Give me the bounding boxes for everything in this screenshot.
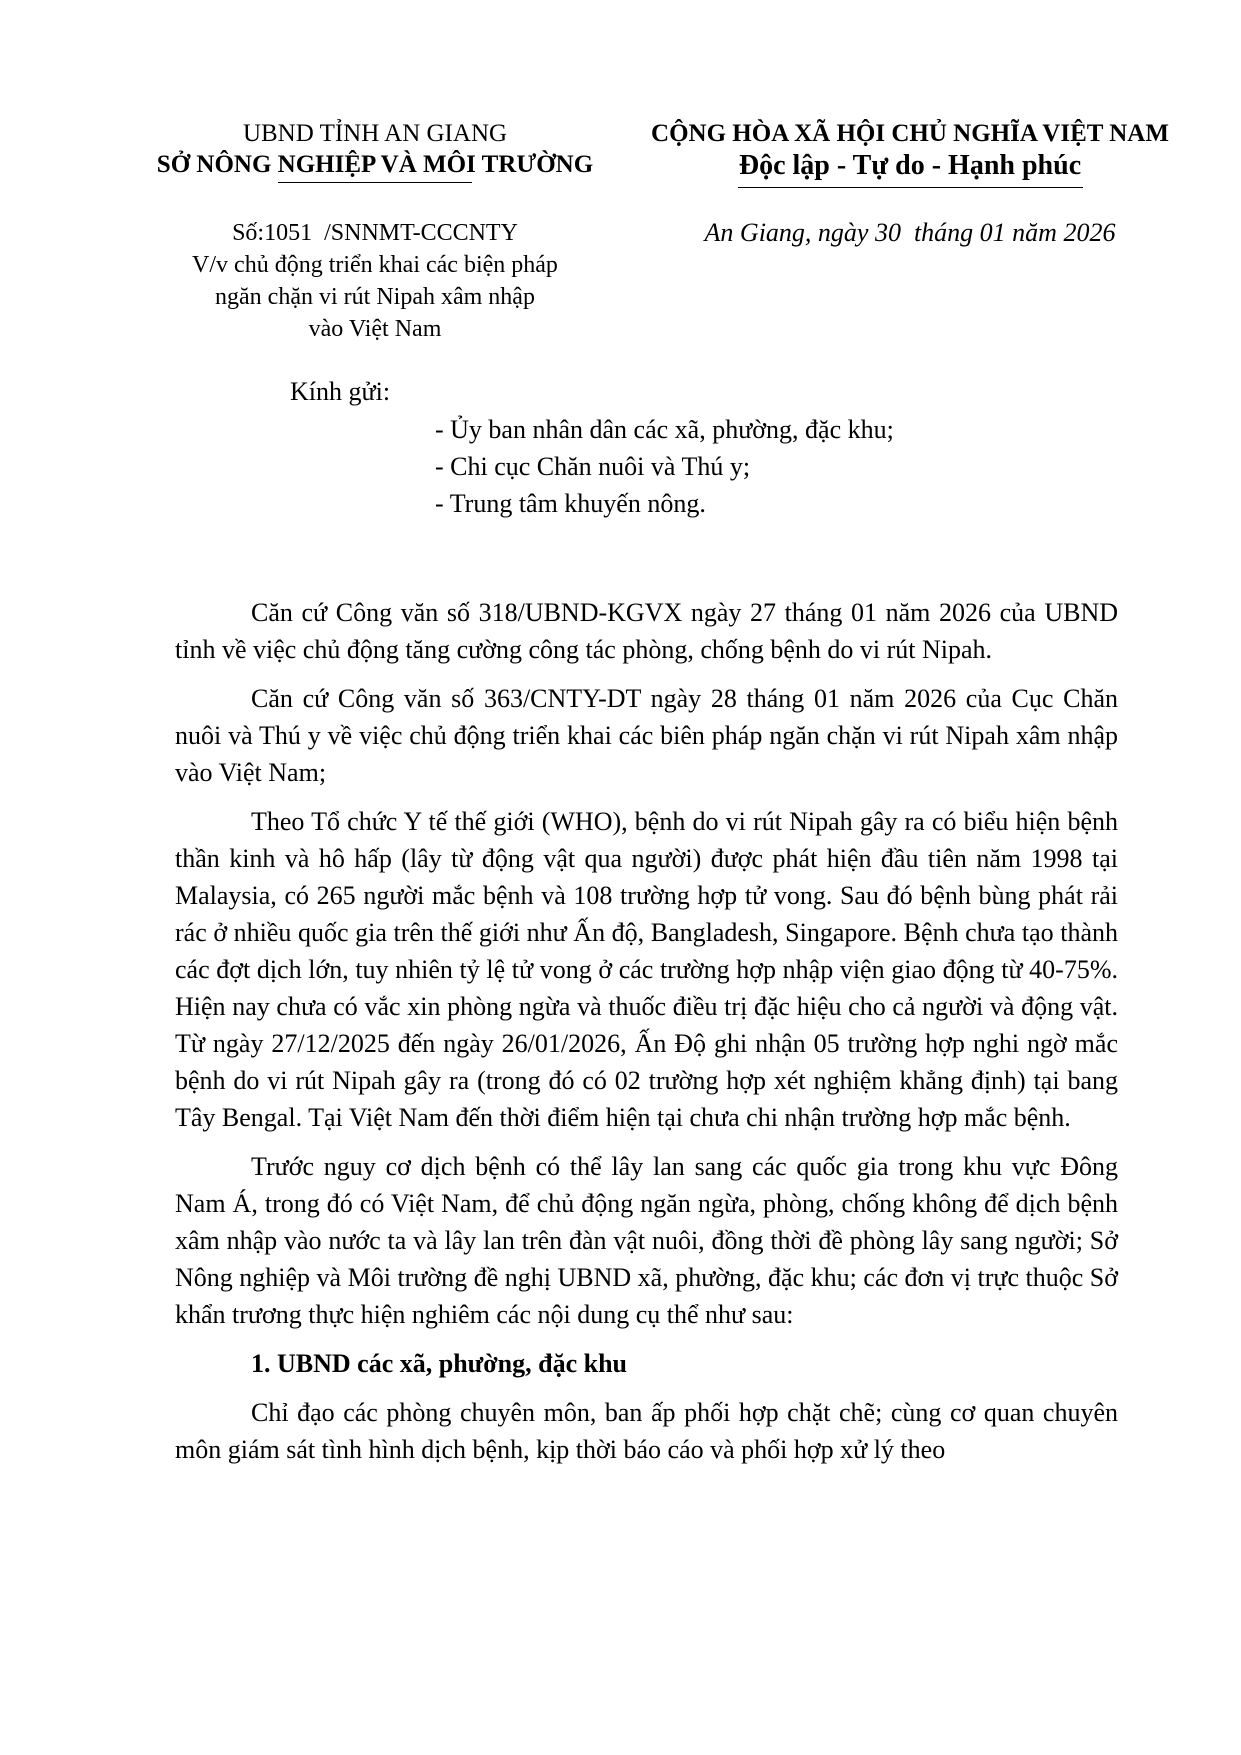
agency-underline bbox=[278, 182, 472, 183]
national-title-block bbox=[630, 118, 1190, 183]
section-heading: 1. UBND các xã, phường, đặc khu bbox=[251, 1349, 628, 1378]
body-paragraph: Trước nguy cơ dịch bệnh có thể lây lan sang các quốc gia trong khu vực Đông Nam Á, trong đó có Việt Nam, để chủ động ngăn ngừa, phòng, chống không để dịch bệnh xâm nhập vào nước ta và lây lan trên đàn vật nuôi, đồng thời đề phòng lây sang người; Sở Nông nghiệp và Môi trường đề nghị UBND xã, phường, đặc khu; các đơn vị trực thuộc Sở khẩn trương thực hiện nghiêm các nội dung cụ thể như sau: bbox=[175, 1152, 1118, 1329]
national-title: CỘNG HÒA XÃ HỘI CHỦ NGHĨA VIỆT NAM bbox=[651, 120, 1169, 147]
subject-line-1: V/v chủ động triển khai các biện pháp bbox=[192, 252, 558, 278]
recipient-item: - Chi cục Chăn nuôi và Thú y; bbox=[435, 452, 751, 481]
salutation: Kính gửi: bbox=[290, 377, 391, 406]
national-motto: Độc lập - Tự do - Hạnh phúc bbox=[738, 150, 1082, 181]
parent-agency: UBND TỈNH AN GIANG bbox=[242, 120, 508, 147]
issuing-agency: SỞ NÔNG NGHIỆP VÀ MÔI TRƯỜNG bbox=[156, 151, 594, 178]
subject-line-2: ngăn chặn vi rút Nipah xâm nhập bbox=[215, 284, 535, 310]
document-number: Số:1051 /SNNMT-CCCNTY bbox=[232, 220, 518, 246]
body-paragraph: Theo Tổ chức Y tế thế giới (WHO), bệnh do vi rút Nipah gây ra có biểu hiện bệnh thần kinh và hô hấp (lây từ động vật qua người) được phát hiện đầu tiên năm 1998 tại Malaysia, có 265 người mắc bệnh và 108 trường hợp tử vong. Sau đó bệnh bùng phát rải rác ở nhiều quốc gia trên thế giới như Ấn độ, Bangladesh, Singapore. Bệnh chưa tạo thành các đợt dịch lớn, tuy nhiên tỷ lệ tử vong ở các trường hợp nhập viện giao động từ 40-75%. Hiện nay chưa có vắc xin phòng ngừa và thuốc điều trị đặc hiệu cho cả người và động vật. Từ ngày 27/12/2025 đến ngày 26/01/2026, Ấn Độ ghi nhận 05 trường hợp nghi ngờ mắc bệnh do vi rút Nipah gây ra (trong đó có 02 trường hợp xét nghiệm khẳng định) tại bang Tây Bengal. Tại Việt Nam đến thời điểm hiện tại chưa chi nhận trường hợp mắc bệnh. bbox=[175, 807, 1118, 1132]
section-paragraph: Chỉ đạo các phòng chuyên môn, ban ấp phối hợp chặt chẽ; cùng cơ quan chuyên môn giám sát tình hình dịch bệnh, kịp thời báo cáo và phối hợp xử lý theo bbox=[175, 1398, 1118, 1464]
recipient-list bbox=[435, 411, 894, 522]
body-paragraph: Căn cứ Công văn số 363/CNTY-DT ngày 28 tháng 01 năm 2026 của Cục Chăn nuôi và Thú y về việc chủ động triển khai các biên pháp ngăn chặn vi rút Nipah xâm nhập vào Việt Nam; bbox=[175, 684, 1118, 787]
document-body bbox=[175, 594, 1118, 1480]
body-paragraph: Căn cứ Công văn số 318/UBND-KGVX ngày 27 tháng 01 năm 2026 của UBND tỉnh về việc chủ động tăng cường công tác phòng, chống bệnh do vi rút Nipah. bbox=[175, 598, 1118, 664]
recipient-item: - Ủy ban nhân dân các xã, phường, đặc khu; bbox=[435, 415, 894, 444]
document-date: An Giang, ngày 30 tháng 01 năm 2026 bbox=[704, 218, 1116, 247]
subject-line-3: vào Việt Nam bbox=[308, 316, 442, 342]
recipient-item: - Trung tâm khuyến nông. bbox=[435, 489, 706, 518]
motto-underline bbox=[738, 187, 1083, 188]
document-reference-block bbox=[130, 217, 620, 345]
issuing-agency-block bbox=[130, 118, 620, 180]
